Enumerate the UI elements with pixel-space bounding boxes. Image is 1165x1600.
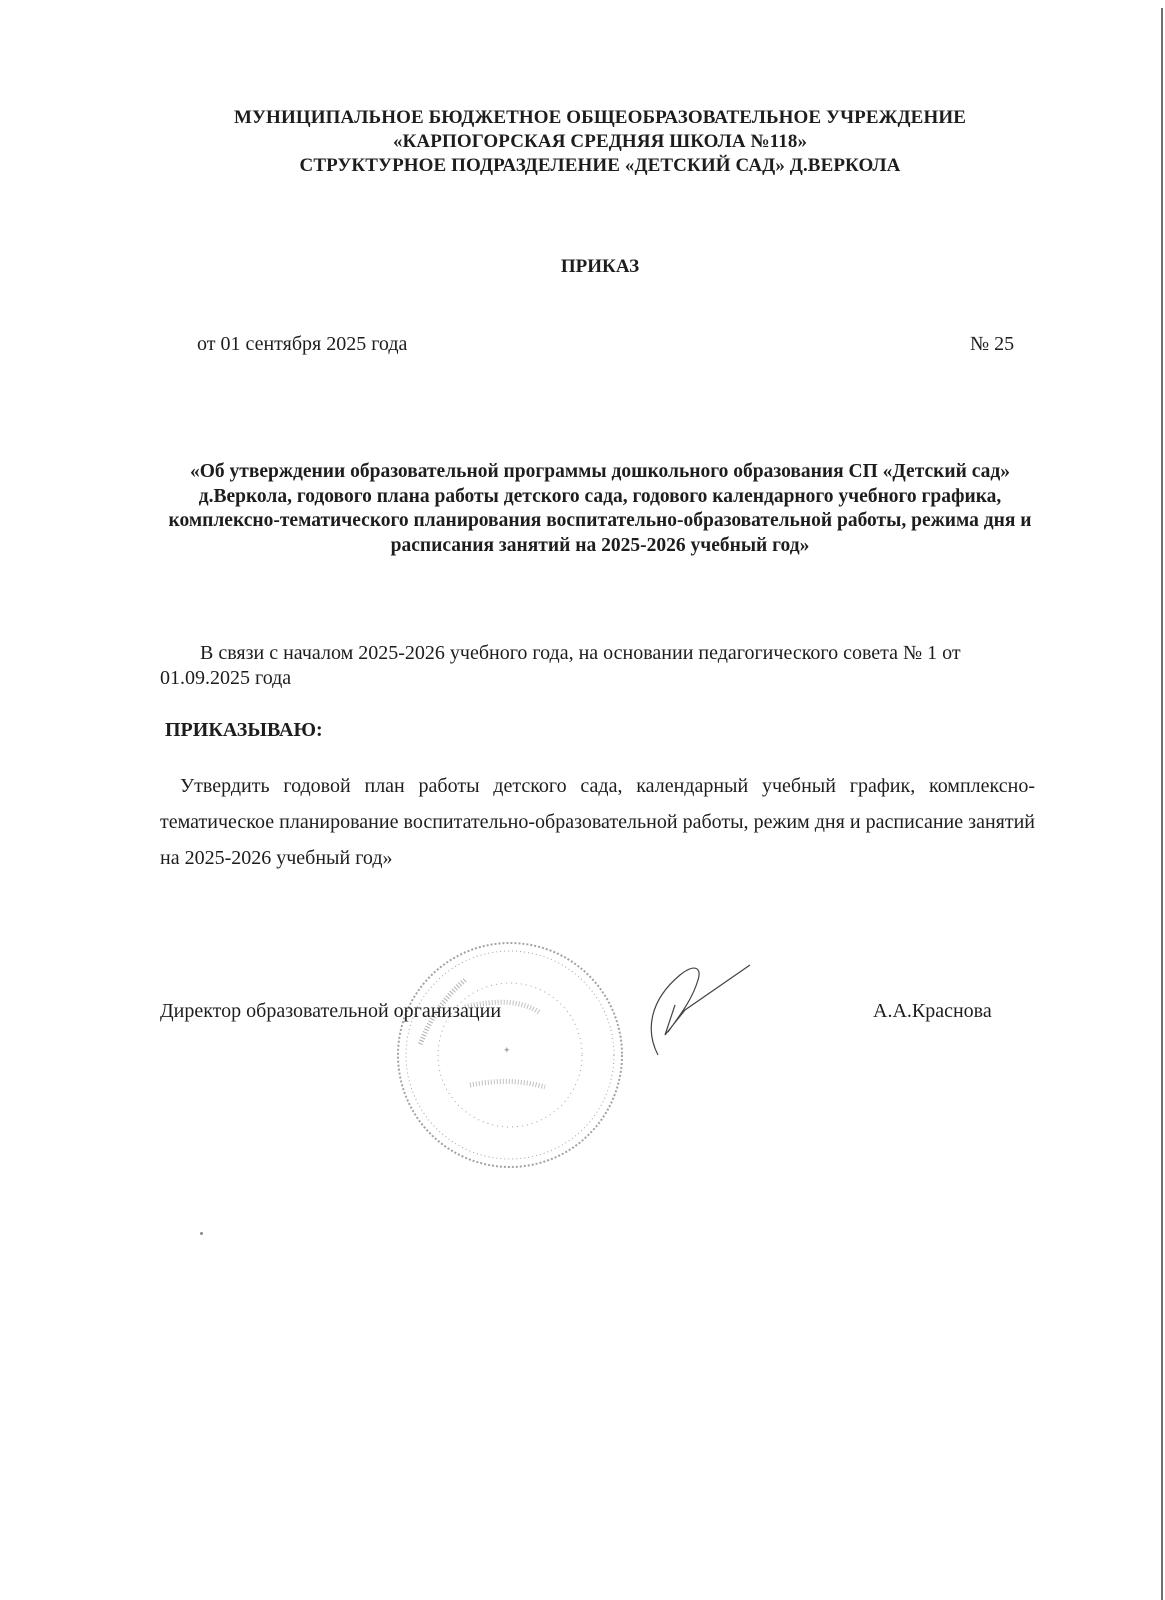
organization-header <box>150 106 1050 178</box>
document-decision: Утвердить годовой план работы детского сада, календарный учебный график, комплексно-тематическое планирование воспитательно-образовательной работы, режим дня и расписание занятий на 2025-2026 учебный год» <box>160 775 1035 869</box>
svg-text:✦: ✦ <box>503 1046 511 1056</box>
header-line-3: СТРУКТУРНОЕ ПОДРАЗДЕЛЕНИЕ «ДЕТСКИЙ САД» Д.ВЕРКОЛА <box>299 155 901 176</box>
signature-mark <box>640 960 770 1060</box>
official-stamp <box>375 935 645 1175</box>
header-line-2: «КАРПОГОРСКАЯ СРЕДНЯЯ ШКОЛА №118» <box>392 131 808 152</box>
signatory-name: А.А.Краснова <box>873 1000 992 1022</box>
document-subject: «Об утверждении образовательной программы дошкольного образования СП «Детский сад» д.Веркола, годового плана работы детского сада, годового календарного учебного графика, комплексно-тематического планирования воспитательно-образовательной работы, режима дня и расписания занятий на 2025-2026 учебный год» <box>168 461 1032 556</box>
document-basis: В связи с началом 2025-2026 учебного года, на основании педагогического совета № 1 от 01.09.2025 года <box>160 642 961 689</box>
header-line-1: МУНИЦИПАЛЬНОЕ БЮДЖЕТНОЕ ОБЩЕОБРАЗОВАТЕЛЬНОЕ УЧРЕЖДЕНИЕ <box>233 107 966 128</box>
scan-speck <box>200 1232 203 1235</box>
scan-edge-line <box>1161 8 1163 1600</box>
signatory-role: Директор образовательной организации <box>160 1000 502 1022</box>
order-word: ПРИКАЗЫВАЮ: <box>165 719 323 741</box>
document-title: ПРИКАЗ <box>560 256 640 277</box>
document-number: № 25 <box>970 333 1015 355</box>
document-date: от 01 сентября 2025 года <box>197 333 408 355</box>
